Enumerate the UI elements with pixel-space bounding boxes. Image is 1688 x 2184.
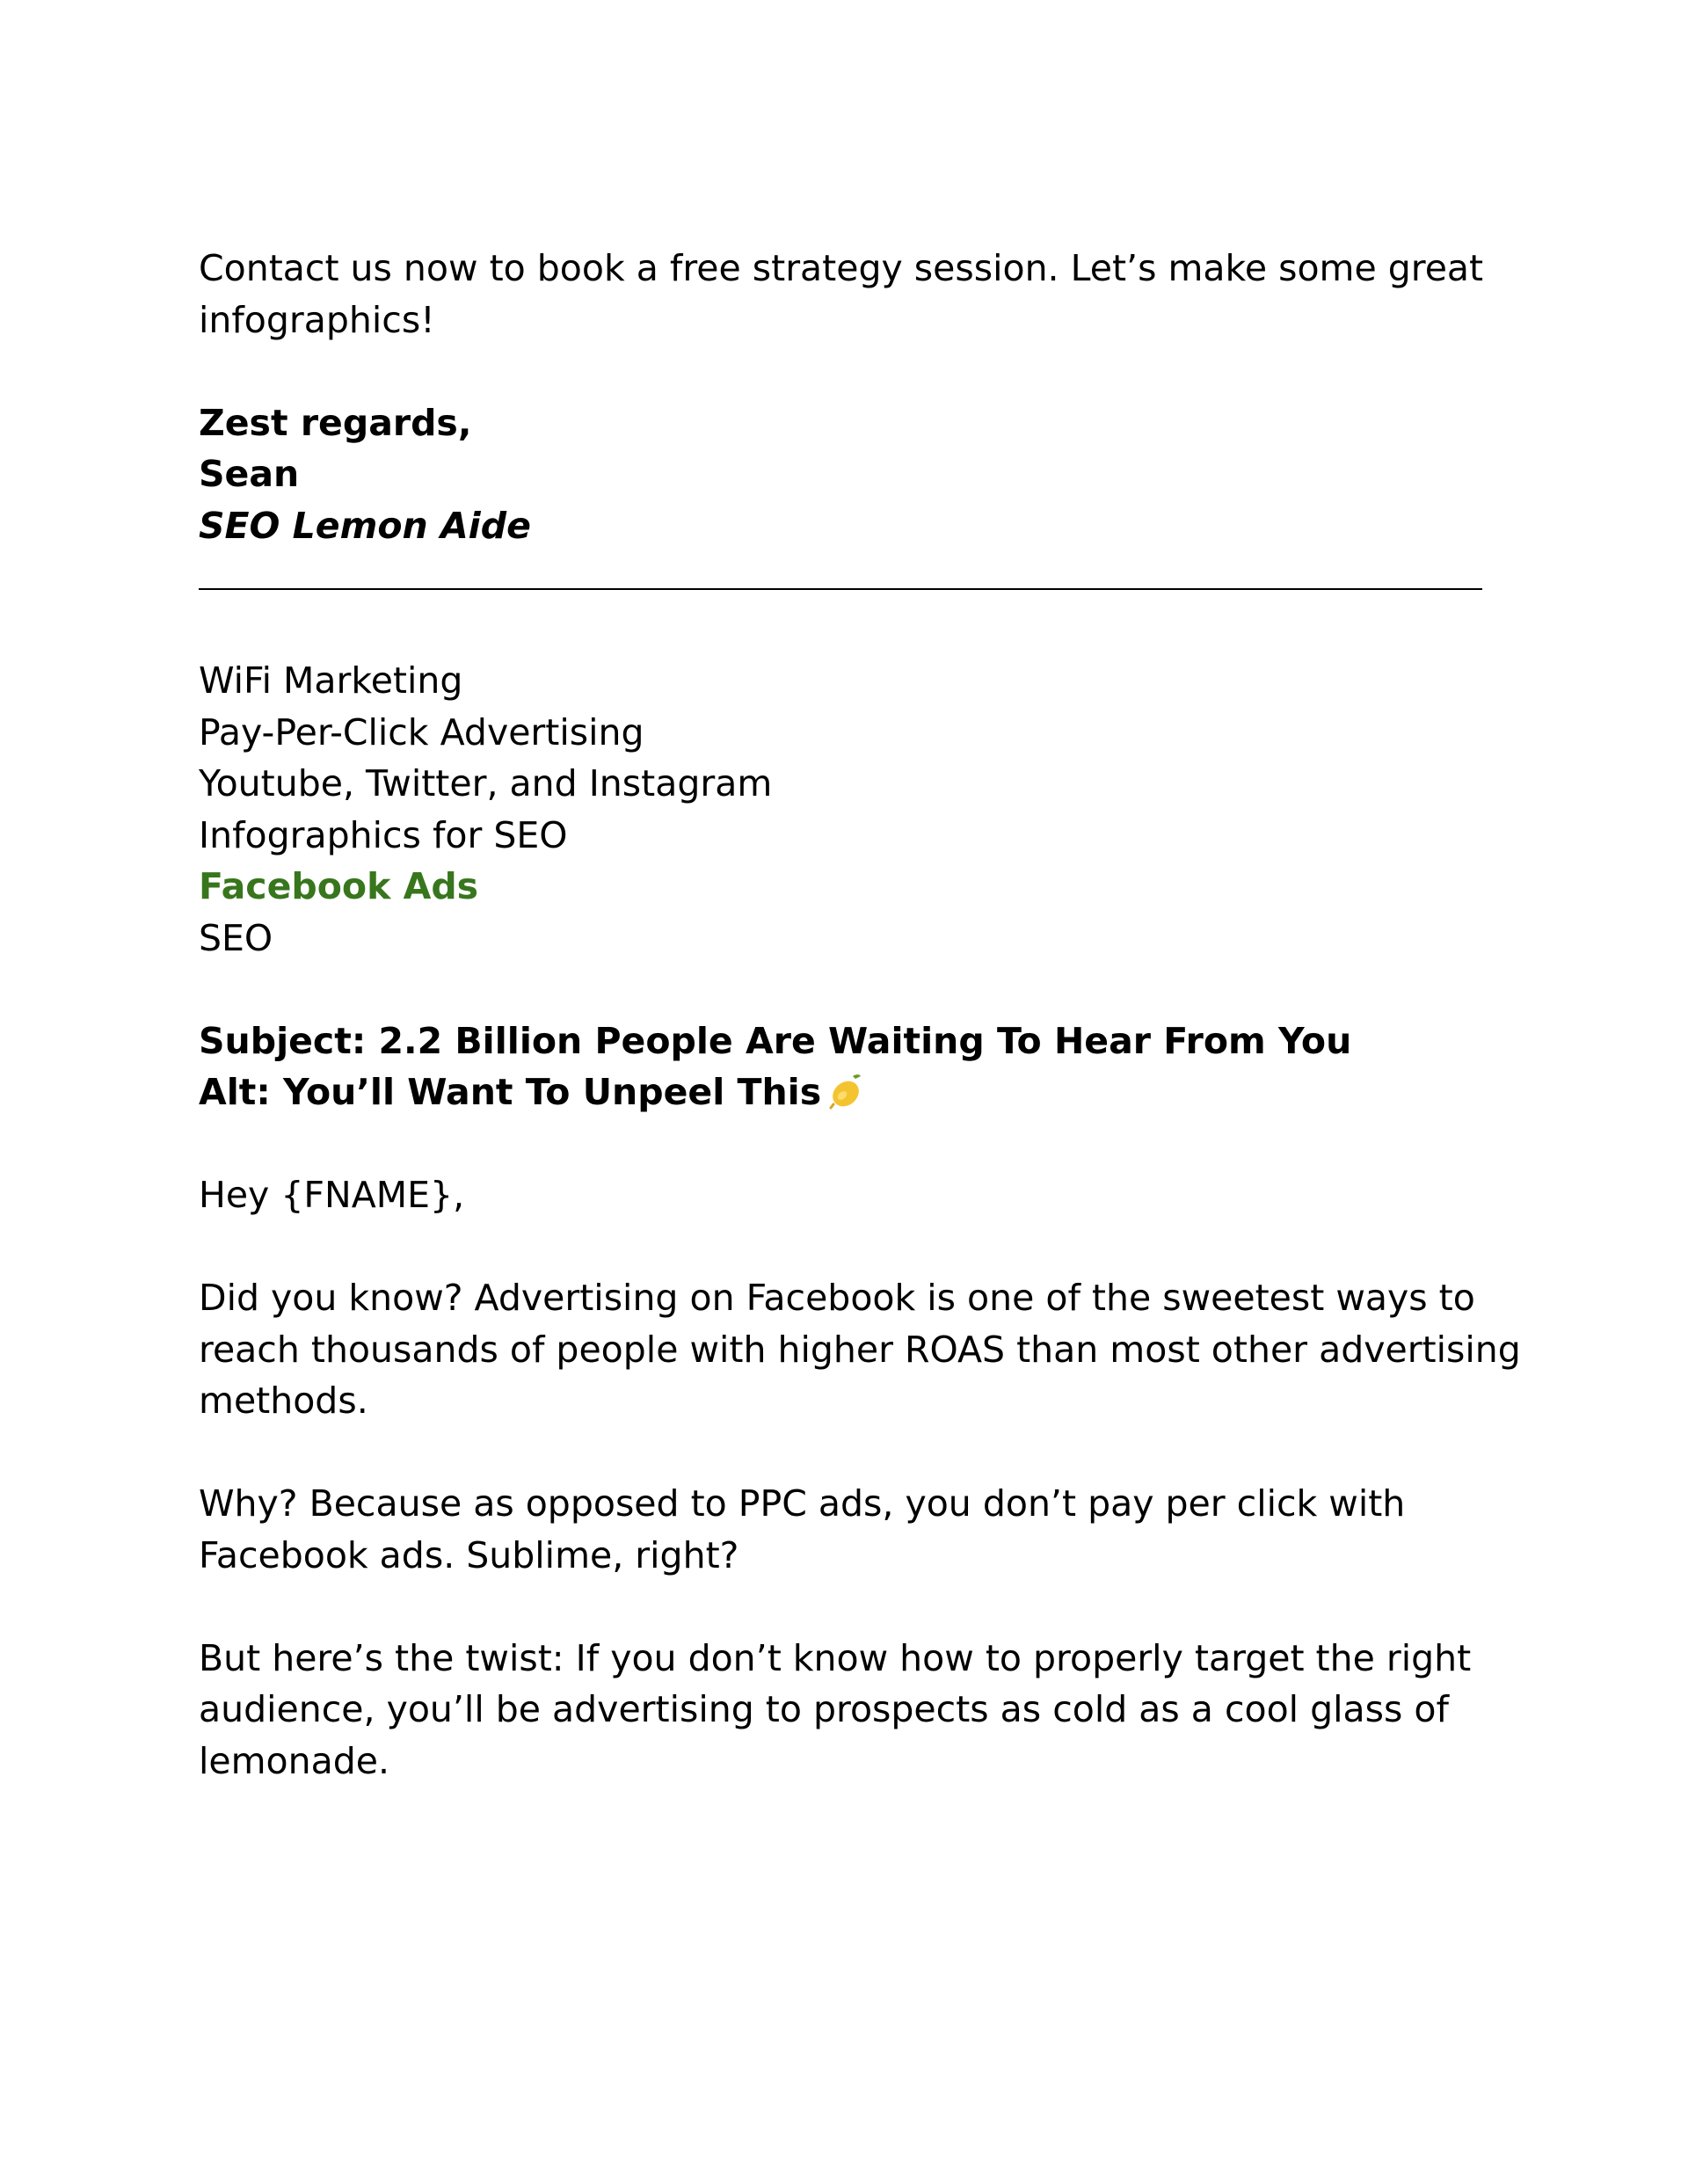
- para3-line-1: But here’s the twist: If you don’t know how to properly target the right: [199, 1636, 1472, 1679]
- service-item-social: Youtube, Twitter, and Instagram: [199, 762, 773, 804]
- document-page: [199, 243, 1521, 1787]
- service-item-seo: SEO: [199, 916, 273, 959]
- para1-line-3: methods.: [199, 1380, 368, 1422]
- section-divider: [199, 588, 1482, 590]
- para1-line-2: reach thousands of people with higher ROAS than most other advertising: [199, 1328, 1521, 1371]
- para1-line-1: Did you know? Advertising on Facebook is one of the sweetest ways to: [199, 1277, 1475, 1319]
- signature-name: Sean: [199, 453, 300, 495]
- email-subject: Subject: 2.2 Billion People Are Waiting To Hear From You: [199, 1019, 1352, 1062]
- para2-line-2: Facebook ads. Sublime, right?: [199, 1533, 739, 1576]
- service-item-ppc: Pay-Per-Click Advertising: [199, 710, 644, 753]
- signature-closing: Zest regards,: [199, 401, 472, 444]
- service-item-facebook-ads: Facebook Ads: [199, 865, 479, 907]
- para3-line-3: lemonade.: [199, 1739, 390, 1782]
- service-item-wifi-marketing: WiFi Marketing: [199, 659, 463, 702]
- intro-line-2: infographics!: [199, 298, 435, 341]
- intro-line-1: Contact us now to book a free strategy session. Let’s make some great: [199, 247, 1484, 289]
- signature-company: SEO Lemon Aide: [199, 504, 531, 547]
- para3-line-2: audience, you’ll be advertising to prospects as cold as a cool glass of: [199, 1688, 1449, 1730]
- para2-line-1: Why? Because as opposed to PPC ads, you don’t pay per click with: [199, 1482, 1406, 1525]
- service-item-infographics: Infographics for SEO: [199, 813, 568, 856]
- email-greeting: Hey {FNAME},: [199, 1174, 465, 1216]
- email-alt-subject: [199, 1067, 1500, 1118]
- email-alt-text: Alt: You’ll Want To Unpeel This: [199, 1071, 822, 1113]
- lemon-icon: [826, 1071, 867, 1111]
